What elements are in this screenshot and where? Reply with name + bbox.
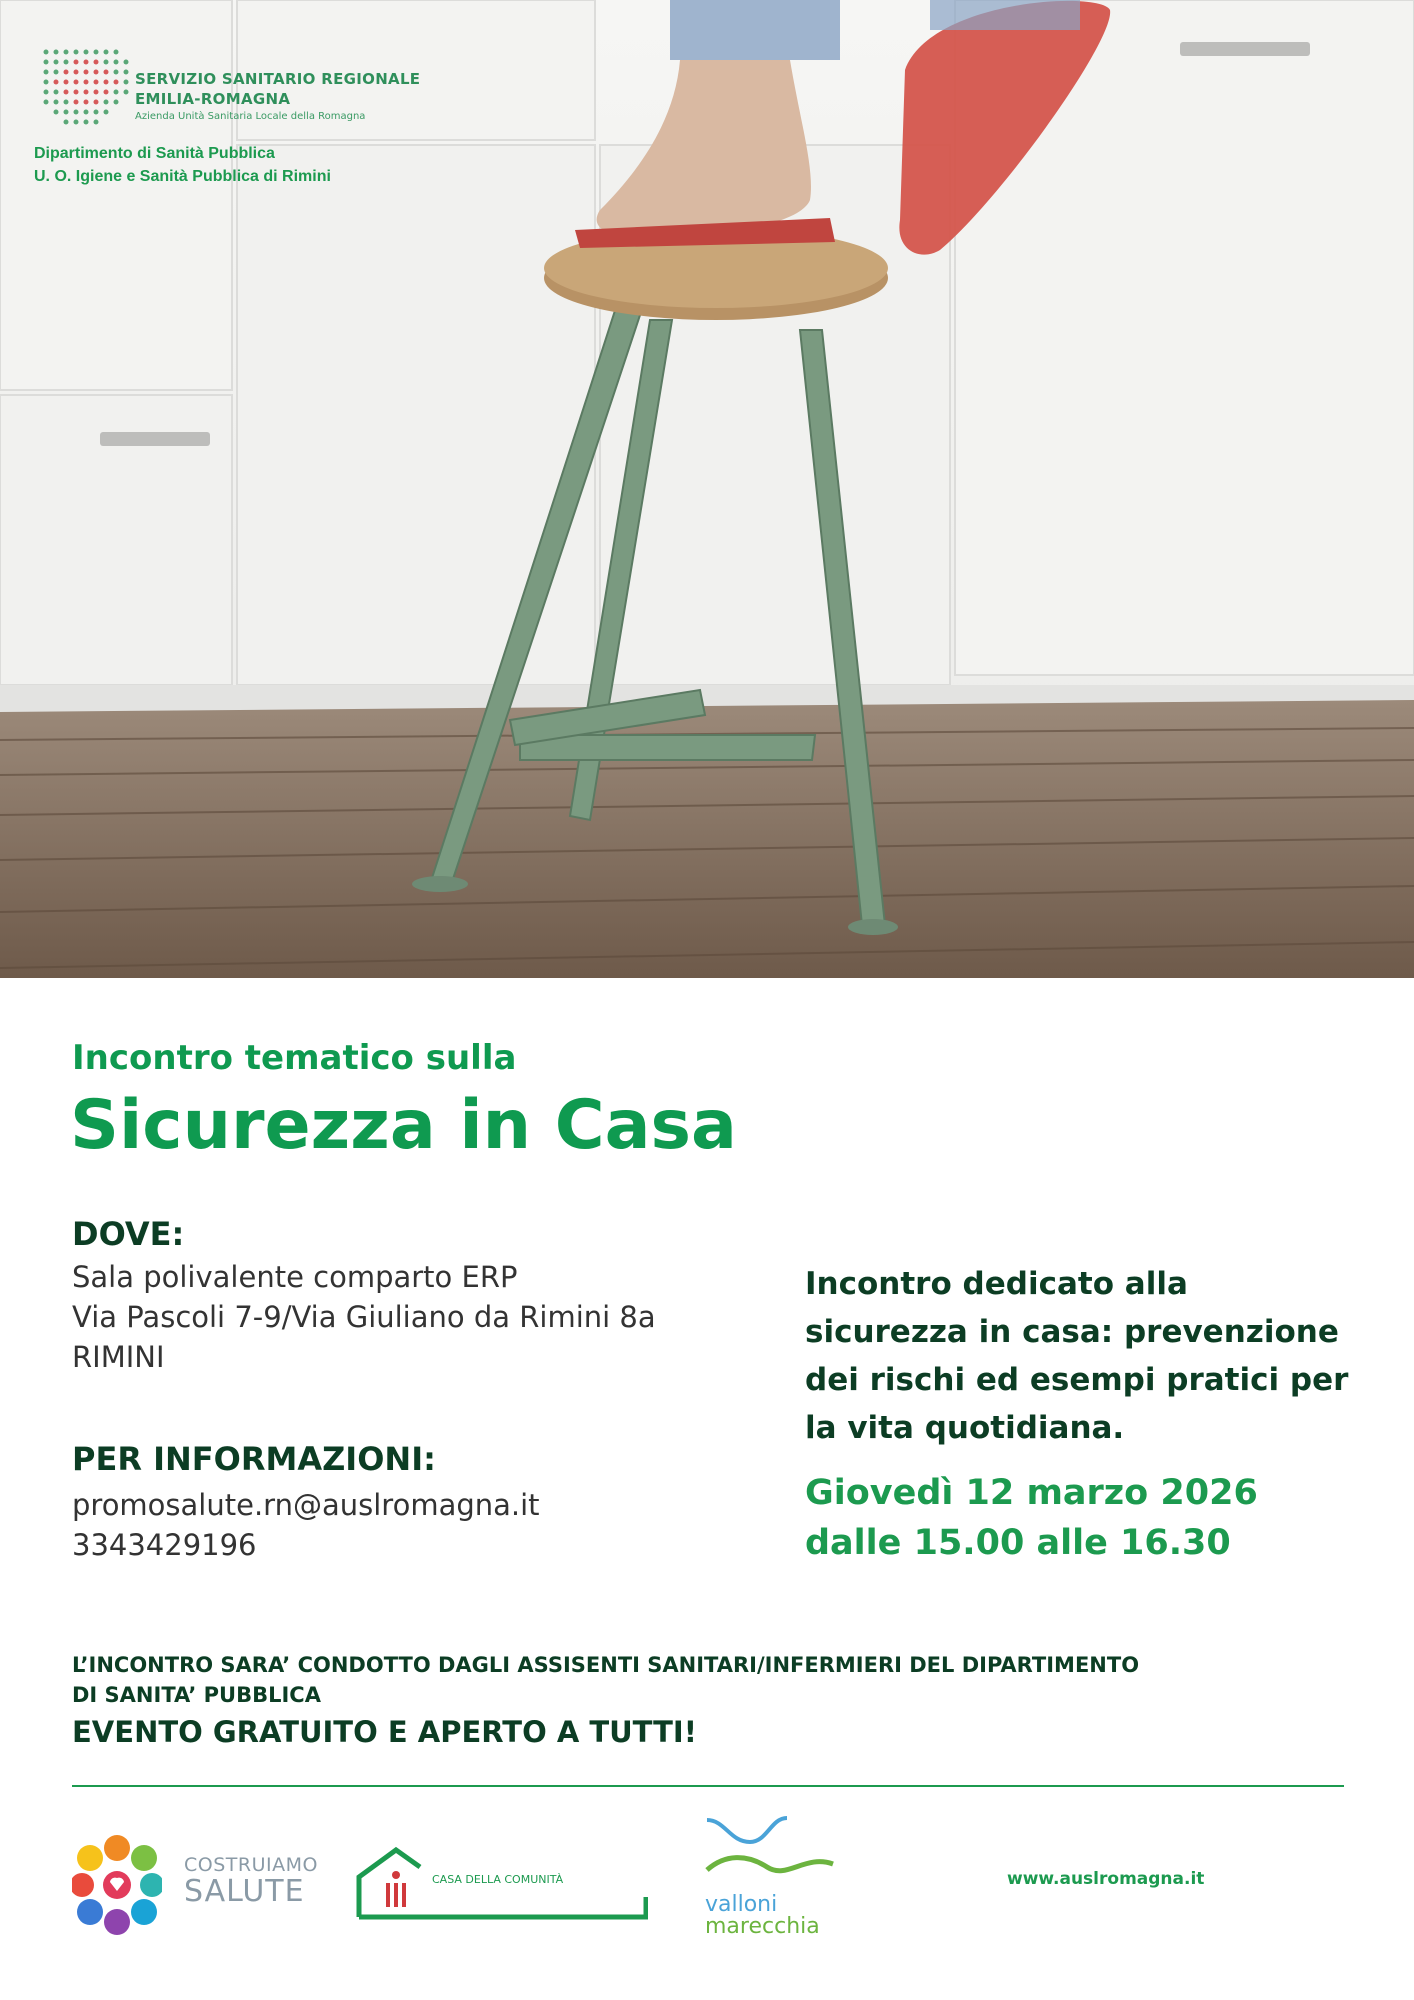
website-link[interactable]: www.auslromagna.it (1007, 1869, 1205, 1889)
where-line: Sala polivalente comparto ERP (72, 1260, 518, 1294)
info-heading: PER INFORMAZIONI: (72, 1440, 436, 1478)
dept-line2: U. O. Igiene e Sanità Pubblica di Rimini (34, 168, 331, 185)
department-label (34, 142, 331, 188)
notice-line2: DI SANITA’ PUBBLICA (72, 1683, 321, 1707)
casa-label: CASA DELLA COMUNITÀ (432, 1873, 564, 1886)
event-description (805, 1260, 1365, 1452)
valloni-line1: valloni (705, 1892, 778, 1917)
costruiamo-line2: SALUTE (184, 1874, 305, 1909)
costruiamo-salute-logo (72, 1830, 318, 1940)
where-heading: DOVE: (72, 1215, 185, 1253)
footer-divider (72, 1785, 1344, 1787)
hills-waves-icon (705, 1812, 835, 1882)
notice-line1: L’INCONTRO SARA’ CONDOTTO DAGLI ASSISENTI SANITARI/INFERMIERI DEL DIPARTIMENTO (72, 1653, 1140, 1677)
conductor-notice (72, 1650, 1139, 1710)
event-date: Giovedì 12 marzo 2026 (805, 1473, 1258, 1513)
description-line: dei rischi ed esempi pratici per (805, 1362, 1349, 1398)
where-line: RIMINI (72, 1340, 165, 1374)
free-event-banner: EVENTO GRATUITO E APERTO A TUTTI! (72, 1715, 697, 1749)
description-line: Incontro dedicato alla (805, 1266, 1188, 1302)
casa-comunita-logo (356, 1845, 648, 1920)
event-datetime (805, 1468, 1258, 1568)
valloni-line2: marecchia (705, 1914, 820, 1939)
wellness-circles-icon (72, 1830, 162, 1940)
event-title: Sicurezza in Casa (70, 1086, 737, 1165)
logo-line1: SERVIZIO SANITARIO REGIONALE (135, 70, 421, 88)
costruiamo-line1: COSTRUIAMO (184, 1854, 318, 1876)
logo-wordmark (135, 70, 420, 122)
info-email-link[interactable]: promosalute.rn@auslromagna.it (72, 1488, 540, 1522)
event-subtitle: Incontro tematico sulla (72, 1038, 517, 1078)
valloni-marecchia-logo (705, 1812, 835, 1952)
hero-photo (0, 0, 1414, 978)
description-line: la vita quotidiana. (805, 1410, 1125, 1446)
description-line: sicurezza in casa: prevenzione (805, 1314, 1339, 1350)
logo-line2: EMILIA-ROMAGNA (135, 90, 291, 108)
event-time: dalle 15.00 alle 16.30 (805, 1523, 1231, 1563)
dot-grid-icon (40, 46, 132, 130)
info-phone: 3343429196 (72, 1528, 257, 1562)
where-line: Via Pascoli 7-9/Via Giuliano da Rimini 8a (72, 1300, 656, 1334)
dept-line1: Dipartimento di Sanità Pubblica (34, 145, 275, 162)
logo-line3: Azienda Unità Sanitaria Locale della Romagna (135, 111, 366, 122)
